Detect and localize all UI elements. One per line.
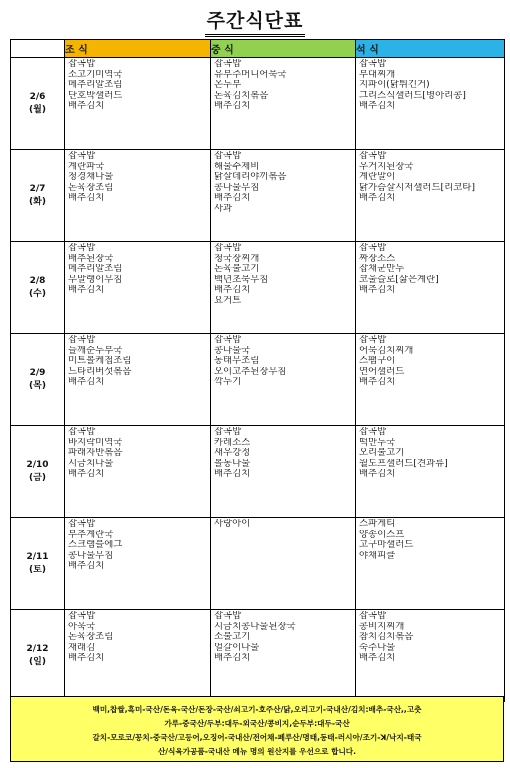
menu-item: 돈육장조림 (68, 632, 114, 643)
menu-item: 볼동나물 (214, 458, 251, 469)
date-cell (11, 58, 65, 150)
menu-item: 부추계란국 (68, 529, 114, 540)
menu-item: 잡채군만두 (359, 264, 405, 275)
menu-item: 콩나물국 (214, 345, 251, 356)
menu-item: 잡곡밥 (214, 59, 242, 69)
menu-item: 숙주나물 (359, 642, 396, 653)
day-row (11, 58, 505, 150)
menu-item: 미트볼케첩조림 (68, 356, 132, 367)
menu-item: 우거지된장국 (359, 161, 414, 172)
menu-item: 야채피클 (359, 550, 396, 561)
menu-item: 배추김치 (214, 193, 251, 204)
date-label: 2/8 (29, 275, 46, 286)
date-label: 2/7 (29, 183, 46, 194)
menu-item: 어묵김치찌개 (359, 345, 414, 356)
day-row (11, 610, 505, 702)
weekday-label: (토) (29, 564, 46, 575)
dinner-cell (356, 334, 505, 426)
day-row (11, 334, 505, 426)
menu-item: 배추김치 (68, 377, 105, 388)
menu-item: 배추김치 (359, 193, 396, 204)
origin-line: 백미,찹쌀,흑미-국산/돈육-국산/돈장-국산/쇠고기-호주산/닭,오리고기-국내산/김치:배추-국산,,고춧 (92, 705, 422, 714)
date-label: 2/12 (26, 643, 49, 654)
menu-item: 배추김치 (359, 101, 396, 112)
menu-item: 부대찌개 (359, 69, 396, 80)
menu-item: 단호박샐러드 (68, 90, 123, 101)
menu-item: 배추김치 (214, 653, 251, 664)
menu-item: 동태무조림 (214, 356, 260, 367)
menu-item: 돈육김치볶음 (214, 90, 269, 101)
menu-item: 떡만두국 (359, 437, 396, 448)
breakfast-cell (65, 334, 211, 426)
menu-item: 잡곡밥 (68, 335, 96, 345)
header-breakfast: 조 식 (65, 40, 211, 58)
dinner-cell (356, 58, 505, 150)
header-dinner: 석 식 (356, 40, 505, 58)
menu-item: 청경채나물 (68, 172, 114, 183)
menu-item: 짜장소스 (359, 253, 396, 264)
weekday-label: (일) (29, 656, 46, 667)
menu-item: 배추김치 (68, 469, 105, 480)
day-row (11, 518, 505, 610)
menu-item: 시금치콩나물된장국 (214, 621, 296, 632)
weekday-label: (금) (29, 472, 46, 483)
menu-item: 배추김치 (68, 285, 105, 296)
menu-item: 얼갈이나물 (214, 642, 260, 653)
menu-item: 배추김치 (359, 469, 396, 480)
menu-item: 잡곡밥 (359, 427, 387, 437)
menu-item: 요거트 (214, 295, 242, 306)
menu-item: 콩나물무침 (68, 550, 114, 561)
menu-item: 깍두기 (214, 377, 242, 388)
menu-item: 잡곡밥 (359, 151, 387, 161)
menu-item: 잡곡밥 (214, 151, 242, 161)
menu-item: 들깨순두부국 (68, 345, 123, 356)
lunch-cell (211, 610, 356, 702)
menu-item: 잡곡밥 (68, 243, 96, 253)
menu-item: 스파게티 (359, 519, 396, 529)
menu-item: 무말랭이무침 (68, 274, 123, 285)
menu-item: 잡곡밥 (214, 335, 242, 345)
menu-item: 오리불고기 (359, 448, 405, 459)
menu-item: 메추리알조림 (68, 264, 123, 275)
date-cell (11, 426, 65, 518)
menu-item: 아욱국 (68, 621, 96, 632)
weekday-label: (목) (29, 380, 46, 391)
menu-item: 잡곡밥 (214, 243, 242, 253)
menu-item: 배추김치 (214, 101, 251, 112)
menu-item: 배추김치 (214, 469, 251, 480)
day-row (11, 242, 505, 334)
menu-item: 잡곡밥 (359, 335, 387, 345)
menu-item: 배추김치 (214, 285, 251, 296)
menu-item: 잡곡밥 (214, 611, 242, 621)
breakfast-cell (65, 150, 211, 242)
date-cell (11, 334, 65, 426)
page-title: 주간식단표 (205, 6, 306, 37)
menu-item: 배추김치 (68, 561, 105, 572)
breakfast-cell (65, 242, 211, 334)
menu-item: 배추김치 (359, 377, 396, 388)
menu-item: 콩나물무침 (214, 182, 260, 193)
menu-item: 백년초묵무침 (214, 274, 269, 285)
breakfast-cell (65, 610, 211, 702)
date-label: 2/9 (29, 367, 46, 378)
menu-item: 참치김치볶음 (359, 632, 414, 643)
origin-notice (10, 696, 504, 762)
menu-item: 계란말이 (359, 172, 396, 183)
menu-item: 배추김치 (68, 193, 105, 204)
menu-body (11, 58, 505, 702)
lunch-cell (211, 242, 356, 334)
menu-item: 잡곡밥 (68, 59, 96, 69)
menu-item: 그리스식샐러드[병아리콩] (359, 90, 466, 101)
menu-item: 카레소스 (214, 437, 251, 448)
lunch-cell (211, 334, 356, 426)
dinner-cell (356, 518, 505, 610)
menu-item: 시금치나물 (68, 458, 114, 469)
header-row (11, 40, 505, 58)
lunch-cell (211, 518, 356, 610)
lunch-cell (211, 58, 356, 150)
menu-item: 잡곡밥 (214, 427, 242, 437)
menu-item: 배추된장국 (68, 253, 114, 264)
weekday-label: (화) (29, 196, 46, 207)
dinner-cell (356, 610, 505, 702)
menu-item: 바지락미역국 (68, 437, 123, 448)
menu-item: 닭가슴살시저샐러드[리코타] (359, 182, 475, 193)
menu-item: 오이고추된장무침 (214, 366, 287, 377)
menu-item: 소고기미역국 (68, 69, 123, 80)
menu-item: 고구마샐러드 (359, 540, 414, 551)
menu-item: 잡곡밥 (68, 427, 96, 437)
weekly-menu-table (10, 39, 505, 702)
origin-line: 가루-중국산/두부:대두-외국산/콩비지,순두부:대두-국산 (164, 719, 350, 728)
menu-item: 월도프샐러드[견과류] (359, 458, 448, 469)
origin-line: 산/식육가공품-국내산 메뉴 명의 원산지를 우선으로 합니다. (157, 747, 357, 756)
menu-item: 온두부 (214, 80, 242, 91)
header-lunch: 중 식 (211, 40, 356, 58)
dinner-cell (356, 426, 505, 518)
menu-item: 연어샐러드 (359, 366, 405, 377)
menu-item: 양송이스프 (359, 529, 405, 540)
origin-line: 갈치-모로코/꽁치-중국산/고등어,오징어-국내산/전어채-페루산/명태,동태-러시아/조기-ꓘ/낙지-태국 (92, 733, 422, 742)
menu-item: 잡곡밥 (359, 59, 387, 69)
menu-item: 메추리알조림 (68, 80, 123, 91)
menu-item: 청국장찌개 (214, 253, 260, 264)
weekday-label: (수) (29, 288, 46, 299)
date-cell (11, 518, 65, 610)
breakfast-cell (65, 518, 211, 610)
date-cell (11, 242, 65, 334)
title-area (0, 6, 510, 37)
dinner-cell (356, 150, 505, 242)
day-row (11, 426, 505, 518)
menu-item: 배추김치 (68, 101, 105, 112)
menu-item: 돈육불고기 (214, 264, 260, 275)
menu-item: 닭살데리야끼볶음 (214, 172, 287, 183)
day-row (11, 150, 505, 242)
date-cell (11, 610, 65, 702)
menu-item: 콩비지찌개 (359, 621, 405, 632)
menu-item: 배추김치 (68, 653, 105, 664)
menu-item: 배추김치 (359, 653, 396, 664)
menu-item: 사랑아이 (214, 519, 251, 529)
lunch-cell (211, 426, 356, 518)
menu-item: 느타리버섯볶음 (68, 366, 132, 377)
breakfast-cell (65, 58, 211, 150)
date-label: 2/6 (29, 91, 46, 102)
menu-item: 소불고기 (214, 632, 251, 643)
menu-item: 사과 (214, 203, 233, 214)
dinner-cell (356, 242, 505, 334)
header-blank (11, 40, 65, 58)
menu-item: 잡곡밥 (359, 243, 387, 253)
menu-item: 스팸구이 (359, 356, 396, 367)
menu-item: 파래자반볶음 (68, 448, 123, 459)
menu-item: 유부주머니어묵국 (214, 69, 287, 80)
menu-item: 새우강정 (214, 448, 251, 459)
menu-item: 지파이(닭튀긴거) (359, 80, 430, 91)
weekday-label: (월) (29, 104, 46, 115)
menu-item: 코울슬로[삶은계란] (359, 274, 439, 285)
date-label: 2/10 (26, 459, 49, 470)
menu-item: 잡곡밥 (359, 611, 387, 621)
menu-item: 해물수제비 (214, 161, 260, 172)
date-cell (11, 150, 65, 242)
menu-item: 스크램블에그 (68, 540, 123, 551)
menu-item: 재래김 (68, 642, 96, 653)
menu-item: 잡곡밥 (68, 611, 96, 621)
lunch-cell (211, 150, 356, 242)
menu-item: 잡곡밥 (68, 519, 96, 529)
menu-item: 배추김치 (359, 285, 396, 296)
menu-item: 계란파국 (68, 161, 105, 172)
date-label: 2/11 (26, 551, 49, 562)
breakfast-cell (65, 426, 211, 518)
menu-item: 돈육장조림 (68, 182, 114, 193)
menu-item: 잡곡밥 (68, 151, 96, 161)
